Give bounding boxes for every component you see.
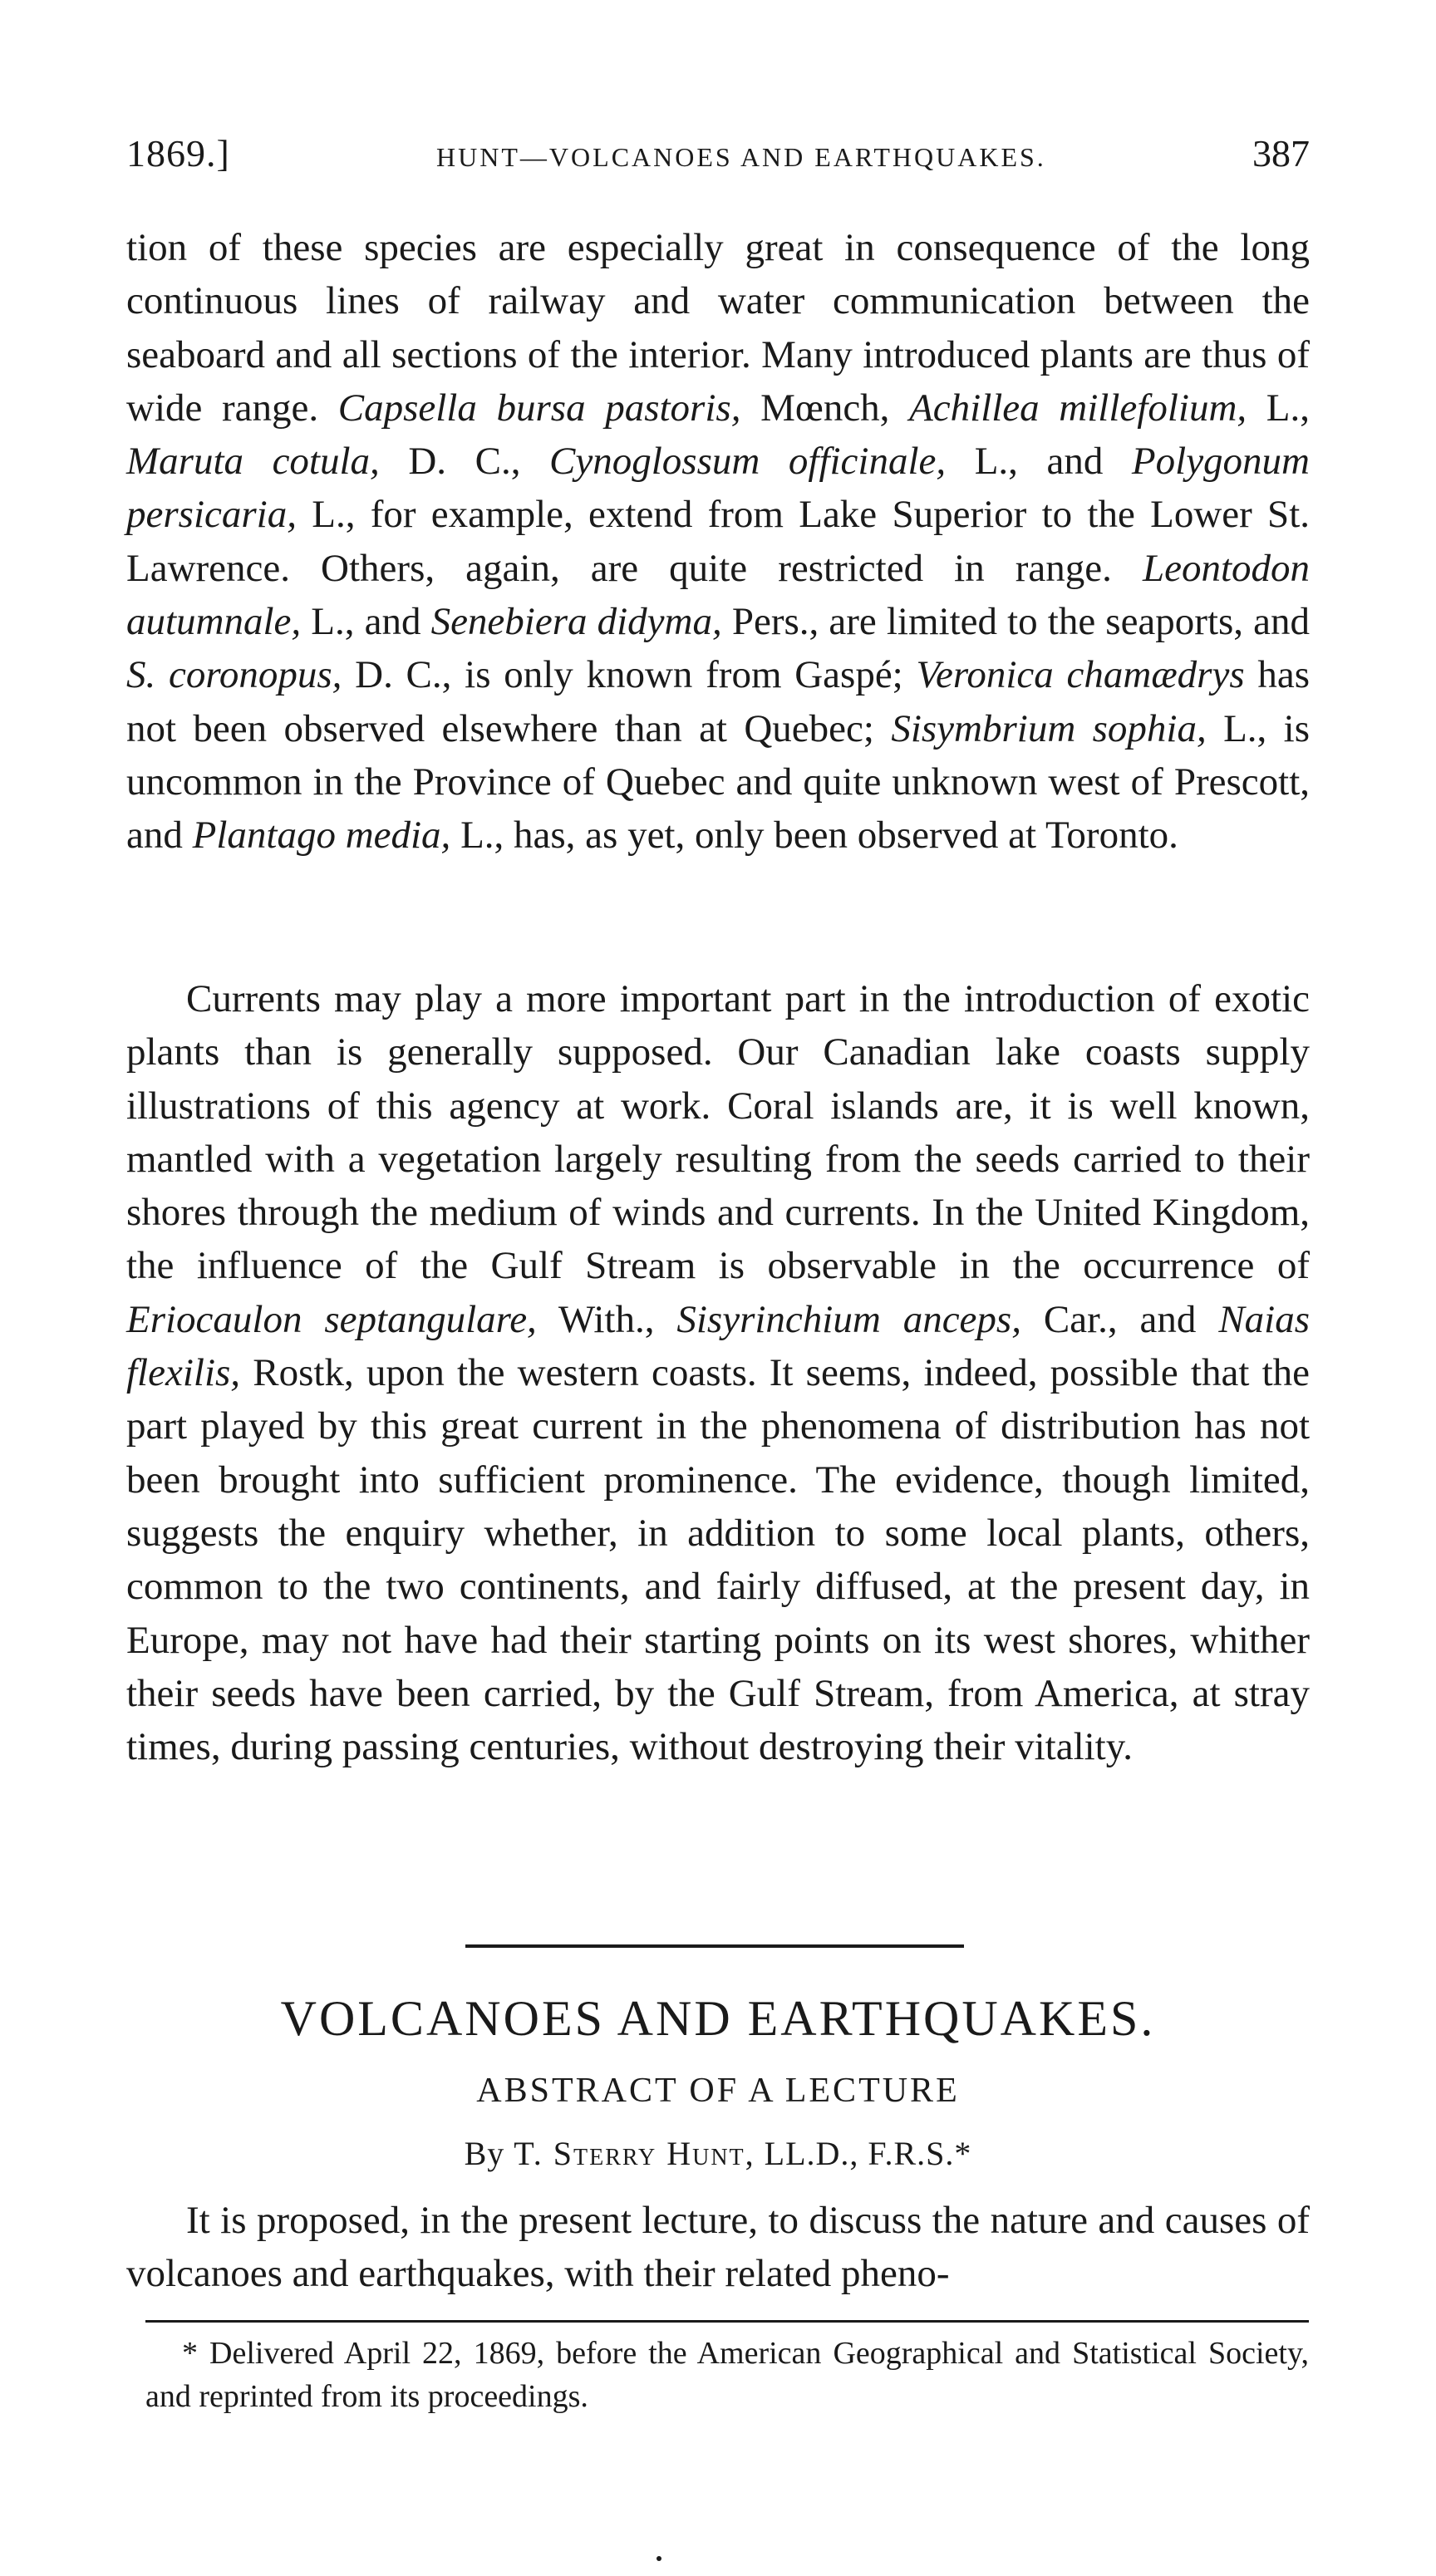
page-number: 387 xyxy=(1252,132,1310,175)
paragraph-plant-ranges: tion of these species are especially great in consequence of the long continuous lines of railway and water communication between the seaboard and all sections of the interior. Many introduced plants are thus of wide range. Capsella bursa pastoris, Mœnch, Achillea millefolium, L., Maruta cotula, D. C., Cynoglossum officinale, L., and Polygonum persicaria, L., for example, extend from Lake Superior to the Lower St. Lawrence. Others, again, are quite restricted in range. Leontodon autumnale, L., and Senebiera didyma, Pers., are limited to the seaports, and S. coronopus, D. C., is only known from Gaspé; Veronica chamædrys has not been observed elsewhere than at Quebec; Sisymbrium sophia, L., is uncommon in the Province of Quebec and quite unknown west of Prescott, and Plantago media, L., has, as yet, only been observed at Toronto. xyxy=(126,226,1311,858)
species-name: Eriocaulon septangulare, xyxy=(126,1297,537,1341)
ink-speck xyxy=(657,2556,661,2561)
running-head xyxy=(126,131,1310,181)
article-subtitle: ABSTRACT OF A LECTURE xyxy=(476,2072,960,2110)
species-name: Sisymbrium sophia, xyxy=(891,706,1207,750)
section-divider xyxy=(465,1944,964,1948)
species-name: Cynoglossum officinale, xyxy=(549,440,947,484)
species-name: Leontodon autumnale, xyxy=(126,546,1310,644)
species-name: Maruta cotula, xyxy=(126,440,380,484)
species-name: Naias flexilis, xyxy=(126,1297,1311,1395)
header-year: 1869.] xyxy=(126,132,230,175)
article-title: VOLCANOES AND EARTHQUAKES. xyxy=(280,1991,1156,2046)
species-name: Senebiera didyma, xyxy=(430,600,722,644)
author-name: T. Sterry Hunt, xyxy=(514,2135,755,2172)
author-credentials: LL.D., F.R.S.* xyxy=(764,2135,972,2172)
footnote: * Delivered April 22, 1869, before the American Geographical and Statistical Society, and reprinted from its proceedings. xyxy=(145,2336,1309,2414)
species-name: Polygonum persicaria, xyxy=(126,440,1310,537)
species-name: S. coronopus, xyxy=(126,653,342,697)
species-name: Capsella bursa pastoris, xyxy=(337,386,741,430)
paragraph-lecture-opening: It is proposed, in the present lecture, to discuss the nature and causes of volcanoes and earthquakes, with their related pheno- xyxy=(126,2199,1310,2296)
species-name: Plantago media, xyxy=(192,814,451,858)
footnote-divider xyxy=(145,2320,1309,2323)
species-name: Veronica chamædrys xyxy=(916,653,1245,697)
header-title: HUNT—VOLCANOES AND EARTHQUAKES. xyxy=(436,142,1046,172)
species-name: Sisyrinchium anceps, xyxy=(676,1297,1021,1341)
article-byline: By T. Sterry Hunt, LL.D., F.R.S.* xyxy=(464,2135,972,2172)
paragraph-currents: Currents may play a more important part in the introduction of exotic plants than is generally supposed. Our Canadian lake coasts supply illustrations of this agency at work. Coral islands are, it is well known, mantled with a vegetation largely resulting from the seeds carried to their shores through the medium of winds and currents. In the United Kingdom, the influence of the Gulf Stream is observable in the occurrence of Eriocaulon septangulare, With., Sisyrinchium anceps, Car., and Naias flexilis, Rostk, upon the western coasts. It seems, indeed, possible that the part played by this great current in the phenomena of distribution has not been brought into sufficient prominence. The evidence, though limited, suggests the enquiry whether, in addition to some local plants, others, common to the two continents, and fairly diffused, at the present day, in Europe, may not have had their starting points on its west shores, whither their seeds have been carried, by the Gulf Stream, from America, at stray times, during passing centuries, without destroying their vitality. xyxy=(126,977,1311,1769)
species-name: Achillea millefolium, xyxy=(909,386,1247,430)
